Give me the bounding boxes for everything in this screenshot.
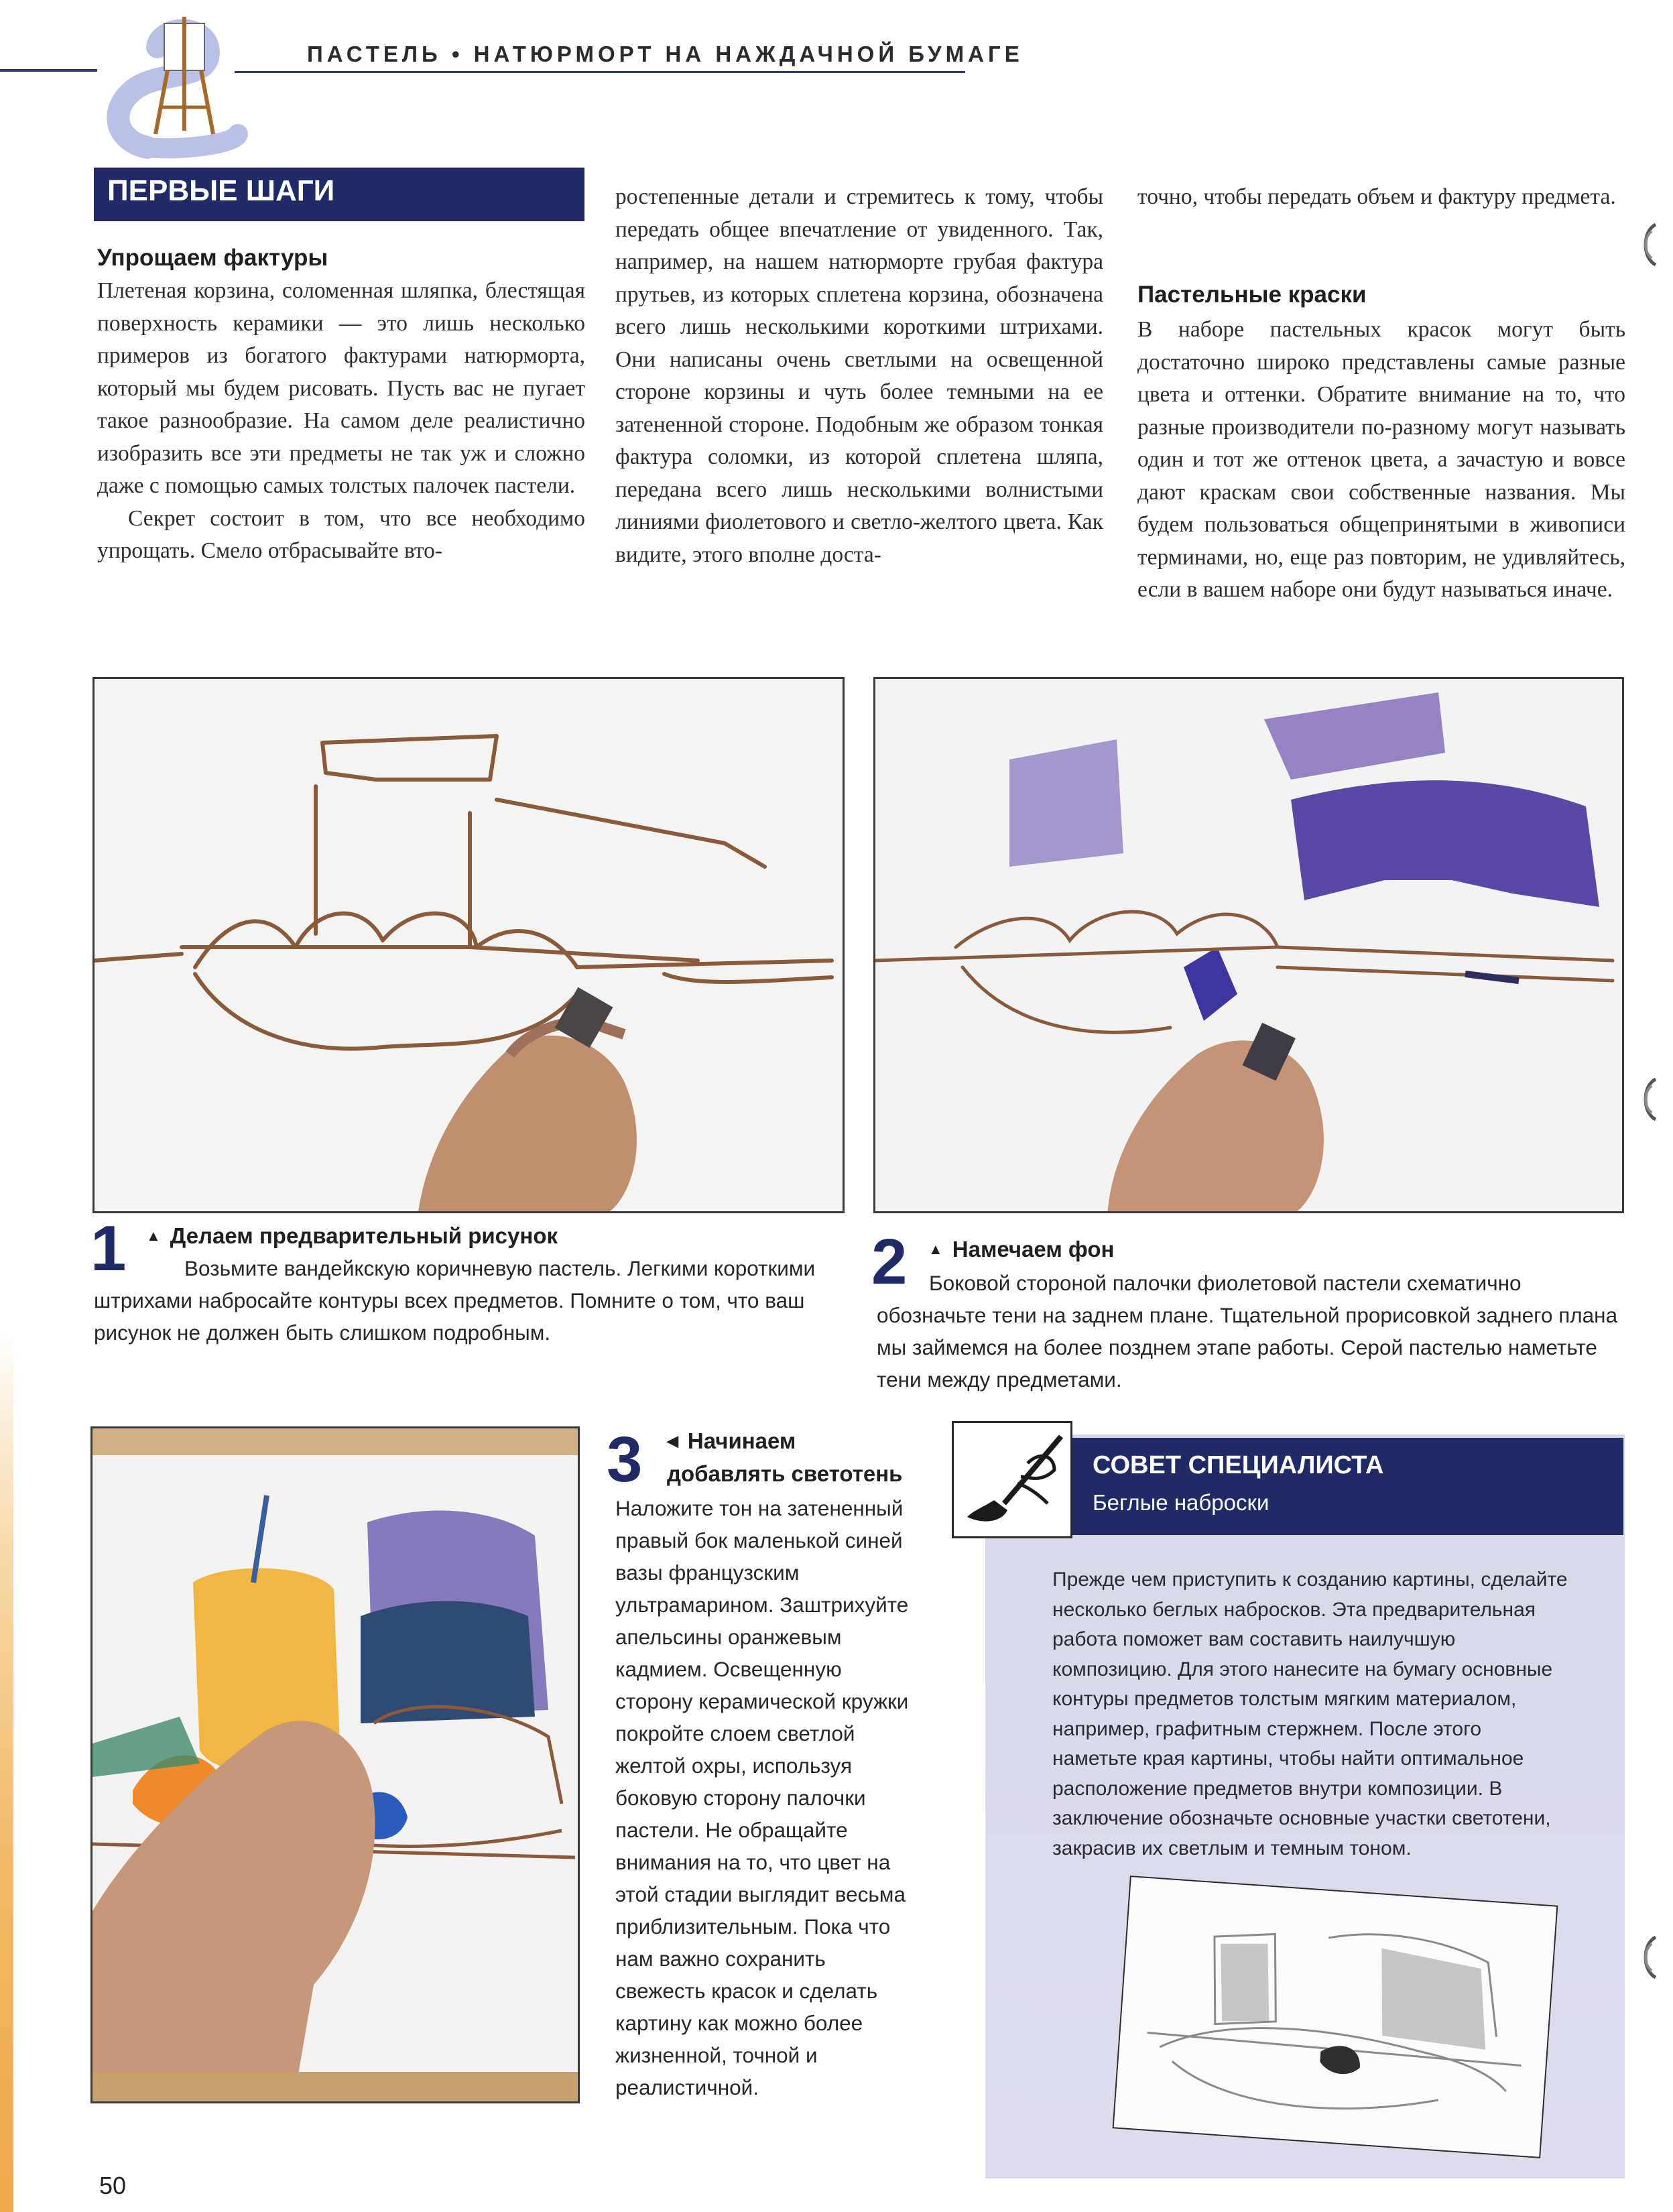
arrow-up-icon: ▲ [146,1227,161,1244]
article-column-3 [1137,181,1625,214]
binder-hole-icon [1635,1934,1660,1981]
step-1-title-text: Делаем предварительный рисунок [170,1223,558,1248]
step-3-number: 3 [607,1424,643,1495]
tip-text: Прежде чем приступить к созданию картины, сделайте несколько беглых набросков. Эта предварительная работа поможет вам составить наилучшую композицию. Для этого нанесите на бумагу основные контуры предметов толстым мягким материалом, например, графитным стержнем. После этого наметьте края картины, чтобы найти оптимальное расположение предметов внутри композиции. В заключение обозначьте основные участки светотени, закрасив их светлым и темным тоном. [1052,1569,1568,1859]
step-1-text: Возьмите вандейкскую коричневую пастель. Легкими короткими штрихами набросайте контуры всех предметов. Помните о том, что ваш рисунок не должен быть слишком подробным. [94,1256,816,1345]
step-1-photo [92,677,845,1213]
binder-hole-icon [1635,221,1660,268]
paragraph: В наборе пастельных красок могут быть достаточно широко представлены самые разные цвета и оттенки. Обратите внимание на то, что разные производители по-разному могут называть один и тот же оттенок цвета, а зачастую и вовсе дают краскам свои собственные названия. Мы будем пользоваться общепринятыми в живописи терминами, но, еще раз повторим, не удивляйтесь, если в вашем наборе они будут называться иначе. [1137,317,1625,602]
step-3-text: Наложите тон на затененный правый бок маленькой синей вазы французским ультрамарином. Заштрихуйте апельсины оранжевым кадмием. Освещенную сторону керамической кружки покройте слоем светлой желтой охры, используя боковую сторону палочки пастели. Не обращайте внимания на то, что цвет на этой стадии выглядит весьма приблизительным. Пока что нам важно сохранить свежесть красок и сделать картину как можно более жизненной, точной и реалистичной. [615,1496,909,2099]
paragraph: ростепенные детали и стремитесь к тому, чтобы передать общее впечатление от увиденного. Так, например, на нашем натюрморте грубая фактура прутьев, из которых сплетена корзина, обозначена всего лишь несколькими короткими штрихами. Они написаны очень светлыми на освещенной стороне корзины и чуть более темными на ее затененной стороне. Подобным же образом тонкая фактура соломки, из которой сплетена шляпа, передана всего лишь несколькими волнистыми линиями фиолетового и светло-желтого цвета. Как видите, этого вполне доста- [615,184,1103,567]
step-2-text: Боковой стороной палочки фиолетовой пастели схематично обозначьте тени на заднем плане. Тщательной прорисовкой заднего плана мы займемся на более позднем этапе работы. Серой пастелью наметьте тени между предметами. [877,1271,1618,1392]
step-1-number: 1 [90,1213,127,1284]
step-2-number: 2 [871,1226,908,1298]
step-3-title-line2: добавлять светотень [667,1461,903,1486]
pencil-sketch-image [1113,1876,1558,2158]
binder-hole-icon [1635,1076,1660,1123]
tip-subtitle: Беглые наброски [1093,1490,1269,1515]
header-rule-right [235,71,965,73]
step-2-title [928,1235,1114,1267]
page-number: 50 [99,2172,127,2199]
article-column-2 [615,181,1103,571]
step-2-title-text: Намечаем фон [952,1237,1115,1262]
paragraph: Секрет состоит в том, что все необходимо упрощать. Смело отбрасывайте вто- [97,505,585,563]
step-2-photo [873,677,1624,1213]
subhead-pastels: Пастельные краски [1137,282,1367,308]
tip-title: СОВЕТ СПЕЦИАЛИСТА [1093,1451,1384,1479]
step-3-title-text-1: Начинаем [687,1428,796,1453]
header-rule-left [0,69,97,72]
subhead-textures: Упрощаем фактуры [97,245,328,271]
article-column-3b [1137,314,1625,607]
paragraph: точно, чтобы передать объем и фактуру предмета. [1137,184,1616,209]
section-title: ПЕРВЫЕ ШАГИ [107,174,335,207]
step-3-title-line1 [667,1426,796,1459]
tip-brush-icon [952,1421,1072,1538]
running-title: ПАСТЕЛЬ • НАТЮРМОРТ НА НАЖДАЧНОЙ БУМАГЕ [307,42,1024,66]
article-column-1 [97,275,585,568]
arrow-up-icon: ▲ [928,1241,943,1257]
arrow-left-icon: ◀ [667,1432,678,1449]
step-3-photo [90,1426,580,2103]
step-1-title [146,1221,558,1253]
easel-number-logo-icon [101,7,248,161]
page-edge-strip [0,0,13,2212]
paragraph: Плетеная корзина, соломенная шляпка, блестящая поверхность керамики — это лишь несколько примеров из богатого фактурами натюрморта, который мы будем рисовать. Пусть вас не пугает такое разнообразие. На самом деле реалистично изобразить все эти предметы не так уж и сложно даже с помощью самых толстых палочек пастели. [97,278,585,498]
